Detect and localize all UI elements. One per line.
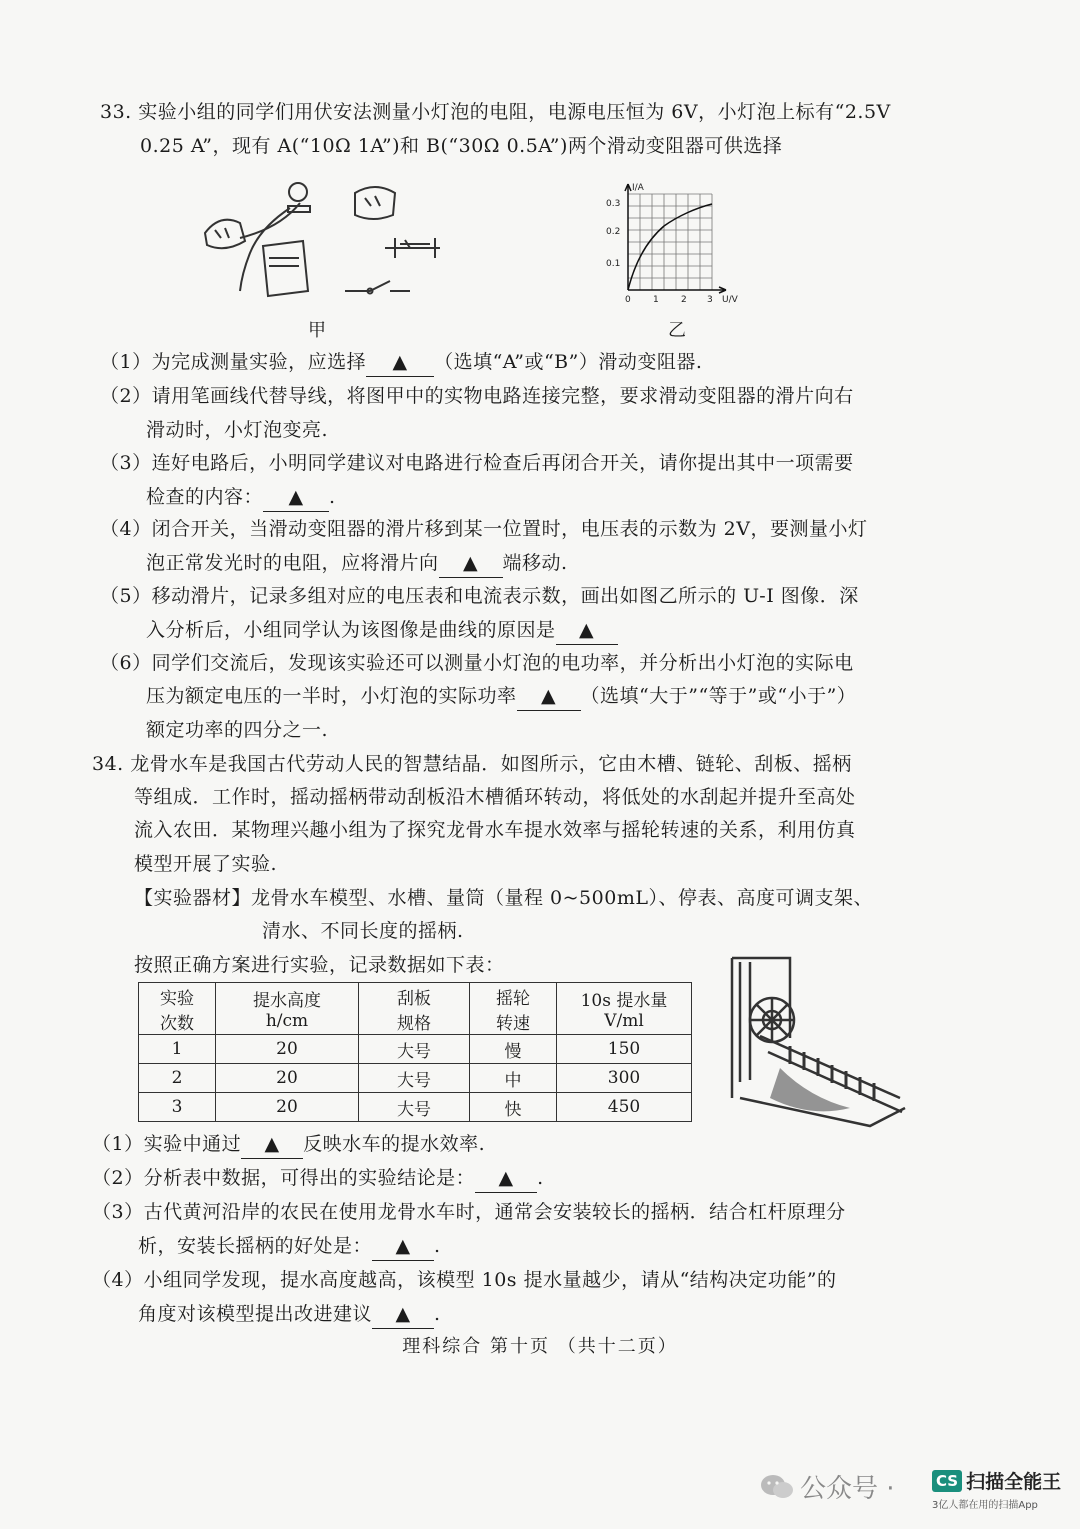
answer-blank[interactable]: ▲ xyxy=(372,1232,434,1261)
q33-part-1 xyxy=(100,348,702,377)
q34-s1-text-end: 反映水车的提水效率. xyxy=(303,1133,486,1155)
q33-part-3-line-1: （3）连好电路后，小明同学建议对电路进行检查后再闭合开关，请你提出其中一项需要 xyxy=(100,452,854,474)
table-cell: 20 xyxy=(216,1035,359,1064)
q33-line-2: 0.25 A”，现有 A(“10Ω 1A”)和 B(“30Ω 0.5A”)两个滑动变阻器可供选择 xyxy=(140,135,783,157)
page-footer: 理科综合 第十页 （共十二页） xyxy=(402,1336,678,1357)
q34-part-2 xyxy=(92,1164,544,1193)
q34-part-4-line-2 xyxy=(138,1300,441,1329)
table-cell: 快 xyxy=(470,1093,557,1122)
q34-s4-text-end: . xyxy=(434,1303,441,1325)
table-cell: 20 xyxy=(216,1064,359,1093)
q33-part-2-line-1: （2）请用笔画线代替导线，将图甲中的实物电路连接完整，要求滑动变阻器的滑片向右 xyxy=(100,385,854,407)
table-header-line: 实验 xyxy=(160,988,194,1009)
q33-p6-text: 压为额定电压的一半时，小灯泡的实际功率 xyxy=(146,685,517,707)
q33-p6-text-end: （选填“大于”“等于”或“小于”） xyxy=(580,685,857,707)
table-header xyxy=(139,983,216,1035)
q34-line-3: 流入农田．某物理兴趣小组为了探究龙骨水车提水效率与摇轮转速的关系，利用仿真 xyxy=(134,819,856,841)
table-header-line: 10s 提水量 xyxy=(580,991,668,1011)
table-header-line: 规格 xyxy=(397,1013,431,1034)
table-cell: 慢 xyxy=(470,1035,557,1064)
q34-line-2: 等组成．工作时，摇动摇柄带动刮板沿木槽循环转动，将低处的水刮起并提升至高处 xyxy=(134,786,856,808)
q33-part-4-line-2 xyxy=(146,549,568,578)
wechat-icon xyxy=(760,1473,794,1501)
circuit-figure xyxy=(195,178,455,308)
graph-x-tick: 2 xyxy=(681,295,687,305)
q34-s2-text: （2）分析表中数据，可得出的实验结论是： xyxy=(92,1167,476,1189)
ui-graph xyxy=(598,178,758,310)
camscanner-app-name: 扫描全能王 xyxy=(966,1471,1062,1493)
q33-part-6-line-1: （6）同学们交流后，发现该实验还可以测量小灯泡的电功率，并分析出小灯泡的实际电 xyxy=(100,652,854,674)
answer-blank[interactable]: ▲ xyxy=(263,483,329,512)
answer-blank[interactable]: ▲ xyxy=(372,1300,434,1329)
q33-p1-text: （1）为完成测量实验，应选择 xyxy=(100,351,367,373)
q34-line-1: 34. 龙骨水车是我国古代劳动人民的智慧结晶．如图所示，它由木槽、链轮、刮板、摇柄 xyxy=(92,753,852,775)
q34-part-4-line-1: （4）小组同学发现，提水高度越高，该模型 10s 提水量越少，请从“结构决定功能”的 xyxy=(92,1269,837,1291)
q33-part-4-line-1: （4）闭合开关，当滑动变阻器的滑片移到某一位置时，电压表的示数为 2V，要测量小灯 xyxy=(100,518,868,540)
figure-b-label: 乙 xyxy=(668,320,686,341)
table-header-line: 刮板 xyxy=(397,988,431,1009)
table-header-line: V/ml xyxy=(604,1011,644,1031)
q34-equipment-line-2: 清水、不同长度的摇柄. xyxy=(262,920,464,942)
table-header-line: 摇轮 xyxy=(496,988,530,1009)
q33-p1-text-end: （选填“A”或“B”）滑动变阻器. xyxy=(434,351,703,373)
q34-s2-text-end: . xyxy=(537,1167,544,1189)
q34-part-3-line-1: （3）古代黄河沿岸的农民在使用龙骨水车时，通常会安装较长的摇柄．结合杠杆原理分 xyxy=(92,1201,846,1223)
graph-y-axis-label: I/A xyxy=(632,183,644,193)
q34-s3-text: 析，安装长摇柄的好处是： xyxy=(138,1235,373,1257)
graph-y-tick: 0.3 xyxy=(606,199,621,209)
table-header xyxy=(216,983,359,1035)
table-row xyxy=(139,1064,692,1093)
camscanner-logo-icon: CS xyxy=(932,1470,962,1492)
answer-blank[interactable]: ▲ xyxy=(241,1130,303,1159)
q34-table-intro: 按照正确方案进行实验，记录数据如下表： xyxy=(134,954,505,976)
table-cell: 2 xyxy=(139,1064,216,1093)
graph-y-tick: 0.1 xyxy=(606,259,621,269)
camscanner-watermark xyxy=(932,1467,1061,1511)
q33-part-2-line-2: 滑动时，小灯泡变亮. xyxy=(146,419,329,441)
graph-x-tick: 0 xyxy=(625,295,631,305)
graph-x-axis-label: U/V xyxy=(722,295,738,305)
table-row xyxy=(139,1093,692,1122)
table-cell: 大号 xyxy=(359,1064,470,1093)
answer-blank[interactable]: ▲ xyxy=(517,682,581,711)
table-cell: 20 xyxy=(216,1093,359,1122)
figure-a-label: 甲 xyxy=(308,320,326,341)
graph-y-tick: 0.2 xyxy=(606,227,621,237)
graph-x-tick: 1 xyxy=(653,295,659,305)
table-cell: 300 xyxy=(557,1064,692,1093)
data-table xyxy=(138,982,692,1122)
table-cell: 大号 xyxy=(359,1035,470,1064)
q33-p3-text: 检查的内容： xyxy=(146,486,264,508)
q33-part-6-line-2 xyxy=(146,682,856,711)
table-cell: 450 xyxy=(557,1093,692,1122)
camscanner-tagline: 3亿人都在用的扫描App xyxy=(932,1500,1038,1511)
q33-part-3-line-2 xyxy=(146,483,336,512)
graph-x-tick: 3 xyxy=(707,295,713,305)
table-header xyxy=(359,983,470,1035)
answer-blank[interactable]: ▲ xyxy=(556,616,618,645)
table-cell: 中 xyxy=(470,1064,557,1093)
table-header-row xyxy=(139,983,692,1035)
table-header xyxy=(557,983,692,1035)
wechat-watermark xyxy=(760,1468,895,1505)
table-header-line: h/cm xyxy=(265,1011,309,1031)
table-header-line: 转速 xyxy=(496,1013,530,1034)
q33-line-1: 33. 实验小组的同学们用伏安法测量小灯泡的电阻，电源电压恒为 6V，小灯泡上标有“2.5V xyxy=(100,101,891,123)
table-row xyxy=(139,1035,692,1064)
q34-s3-text-end: . xyxy=(434,1235,441,1257)
answer-blank[interactable]: ▲ xyxy=(439,549,503,578)
table-cell: 1 xyxy=(139,1035,216,1064)
q33-p4-text: 泡正常发光时的电阻，应将滑片向 xyxy=(146,552,439,574)
table-header xyxy=(470,983,557,1035)
q33-part-6-line-3: 额定功率的四分之一. xyxy=(146,719,329,741)
table-cell: 大号 xyxy=(359,1093,470,1122)
q34-s1-text: （1）实验中通过 xyxy=(92,1133,242,1155)
q33-part-5-line-1: （5）移动滑片，记录多组对应的电压表和电流表示数，画出如图乙所示的 U-I 图像．深 xyxy=(100,585,859,607)
water-wheel-illustration xyxy=(720,948,910,1130)
q33-part-5-line-2 xyxy=(146,616,618,645)
wechat-watermark-text: 公众号 · xyxy=(800,1474,895,1504)
table-header-line: 次数 xyxy=(160,1013,194,1034)
q34-equipment-line-1: 【实验器材】龙骨水车模型、水槽、量筒（量程 0~500mL）、停表、高度可调支架、 xyxy=(134,887,873,909)
answer-blank[interactable]: ▲ xyxy=(366,348,434,377)
table-header-line: 提水高度 xyxy=(253,991,321,1011)
answer-blank[interactable]: ▲ xyxy=(475,1164,537,1193)
table-cell: 150 xyxy=(557,1035,692,1064)
table-cell: 3 xyxy=(139,1093,216,1122)
q34-part-1 xyxy=(92,1130,485,1159)
q34-line-4: 模型开展了实验. xyxy=(134,853,278,875)
q34-part-3-line-2 xyxy=(138,1232,441,1261)
q33-p5-text: 入分析后，小组同学认为该图像是曲线的原因是 xyxy=(146,619,556,641)
q33-p4-text-end: 端移动. xyxy=(502,552,568,574)
q33-p3-text-end: . xyxy=(329,486,336,508)
q34-s4-text: 角度对该模型提出改进建议 xyxy=(138,1303,373,1325)
